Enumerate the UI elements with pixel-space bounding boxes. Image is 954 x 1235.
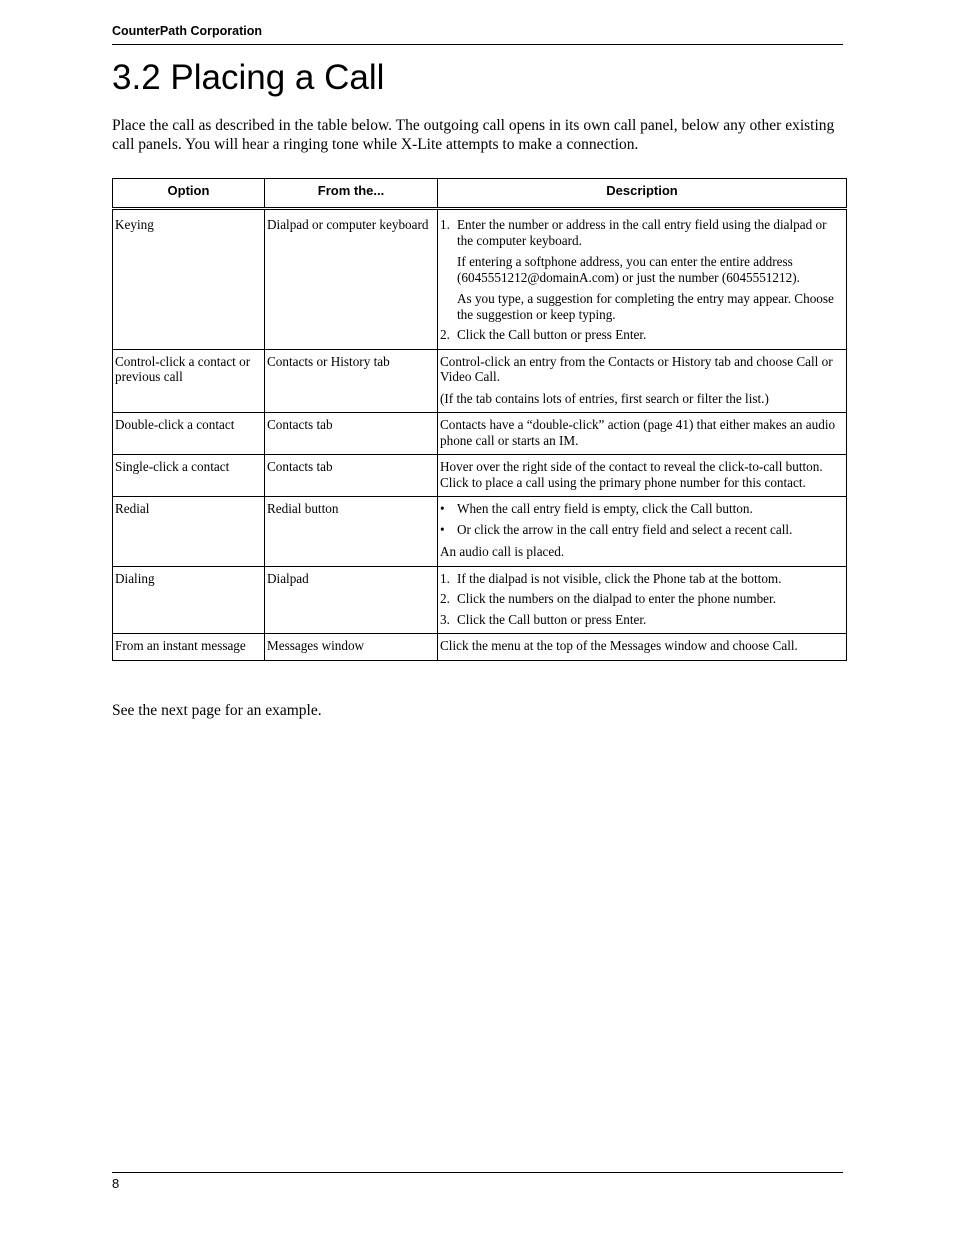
step-item <box>440 217 843 322</box>
column-header-description: Description <box>438 179 847 209</box>
column-header-from: From the... <box>265 179 438 209</box>
page-number: 8 <box>112 1176 120 1191</box>
description-cell <box>438 349 847 413</box>
running-header-company: CounterPath Corporation <box>112 24 262 38</box>
option-cell: Redial <box>113 497 265 567</box>
call-options-table <box>112 178 847 661</box>
table-row <box>113 209 847 350</box>
step-text: Enter the number or address in the call entry field using the dialpad or the computer keyboard. <box>457 217 827 248</box>
step-note: As you type, a suggestion for completing the entry may appear. Choose the suggestion or keep typing. <box>457 291 834 322</box>
description-cell <box>438 497 847 567</box>
numbered-steps <box>440 571 843 628</box>
description-text: Control-click an entry from the Contacts or History tab and choose Call or Video Call. <box>440 353 833 384</box>
column-header-option: Option <box>113 179 265 209</box>
table-row <box>113 566 847 634</box>
option-cell: Single-click a contact <box>113 455 265 497</box>
step-number: 2. <box>440 591 450 606</box>
description-cell <box>438 634 847 661</box>
header-rule <box>112 44 843 45</box>
page-title: 3.2 Placing a Call <box>112 58 385 97</box>
step-text: Click the Call button or press Enter. <box>457 327 647 342</box>
table-header-row <box>113 179 847 209</box>
step-text: Click the Call button or press Enter. <box>457 611 647 627</box>
table-row <box>113 634 847 661</box>
from-cell: Contacts tab <box>265 413 438 455</box>
description-cell <box>438 413 847 455</box>
description-cell <box>438 566 847 634</box>
intro-paragraph: Place the call as described in the table below. The outgoing call opens in its own call panel, below any other existing call panels. You will hear a ringing tone while X-Lite attempts to make a connection. <box>112 117 835 153</box>
option-cell: Dialing <box>113 566 265 634</box>
description-cell <box>438 209 847 350</box>
numbered-steps <box>440 217 843 343</box>
description-text: Contacts have a “double-click” action (page 41) that either makes an audio phone call or starts an IM. <box>440 417 836 448</box>
closing-paragraph: See the next page for an example. <box>112 702 322 719</box>
option-cell: Control-click a contact or previous call <box>113 349 265 413</box>
step-item <box>440 612 843 628</box>
from-cell: Contacts or History tab <box>265 349 438 413</box>
from-cell: Contacts tab <box>265 455 438 497</box>
table-row <box>113 349 847 413</box>
step-number: 1. <box>440 217 450 232</box>
option-cell: Keying <box>113 209 265 350</box>
step-number: 2. <box>440 327 450 342</box>
bullet-text: When the call entry field is empty, click the Call button. <box>457 501 753 516</box>
option-cell: From an instant message <box>113 634 265 661</box>
bullet-item <box>440 522 843 538</box>
footer-rule <box>112 1172 843 1173</box>
bullet-item <box>440 501 843 517</box>
step-item <box>440 591 843 607</box>
step-note: If entering a softphone address, you can enter the entire address (6045551212@domainA.com) or just the number (6045551212). <box>457 254 800 285</box>
bullet-text: Or click the arrow in the call entry field and select a recent call. <box>457 521 793 537</box>
bullet-marker: • <box>440 501 445 516</box>
step-number: 1. <box>440 570 450 586</box>
step-number: 3. <box>440 611 450 627</box>
from-cell: Messages window <box>265 634 438 661</box>
description-cell <box>438 455 847 497</box>
step-text: Click the numbers on the dialpad to enter the phone number. <box>457 591 776 606</box>
from-cell: Dialpad or computer keyboard <box>265 209 438 350</box>
bullet-marker: • <box>440 521 445 537</box>
table-row <box>113 455 847 497</box>
description-text: An audio call is placed. <box>440 544 565 559</box>
from-cell: Redial button <box>265 497 438 567</box>
from-cell: Dialpad <box>265 566 438 634</box>
bullet-list <box>440 501 843 537</box>
description-text: (If the tab contains lots of entries, first search or filter the list.) <box>440 390 769 406</box>
option-cell: Double-click a contact <box>113 413 265 455</box>
table-row <box>113 497 847 567</box>
step-text: If the dialpad is not visible, click the Phone tab at the bottom. <box>457 570 782 586</box>
description-text: Click the menu at the top of the Messages window and choose Call. <box>440 638 798 653</box>
step-item <box>440 327 843 343</box>
step-item <box>440 571 843 587</box>
description-text: Hover over the right side of the contact to reveal the click-to-call button. Click to place a call using the primary phone number for this contact. <box>440 459 823 490</box>
table-row <box>113 413 847 455</box>
